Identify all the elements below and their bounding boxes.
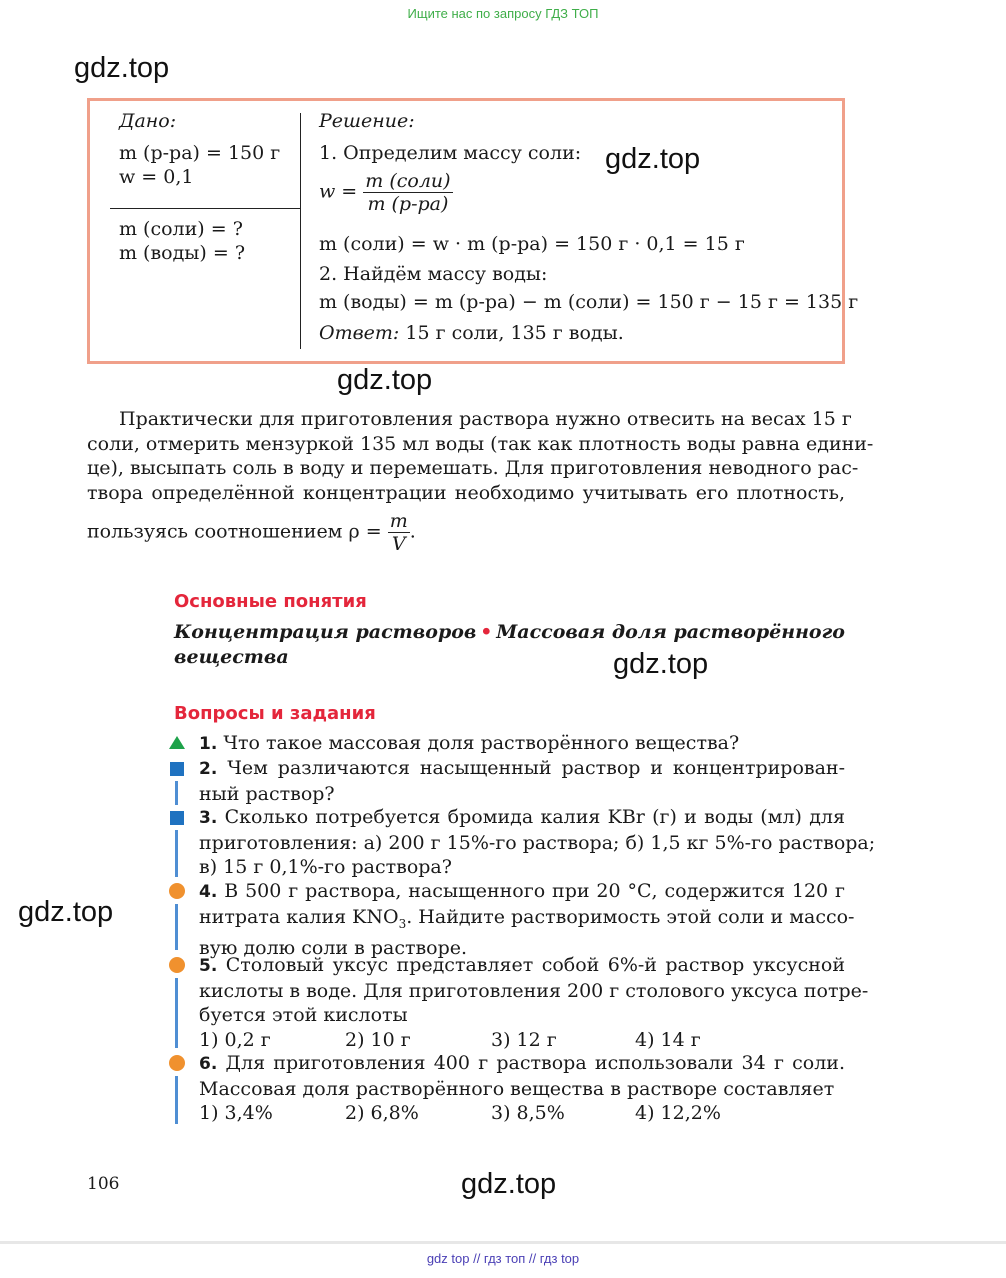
footer-divider <box>0 1241 1006 1244</box>
question-number: 1. <box>199 734 218 754</box>
solution-answer <box>319 321 624 345</box>
question-5 <box>199 953 869 1052</box>
given-divider-vertical <box>300 113 301 349</box>
paragraph-line: це), высыпать соль в воду и перемешать. Для приготовления неводного рас- <box>87 457 859 480</box>
watermark: gdz.top <box>18 896 114 928</box>
concepts-list <box>174 620 845 670</box>
question-text: Столовый уксус представляет собой 6%-й раствор уксусной <box>225 954 846 976</box>
formula-denominator: m (р-ра) <box>367 193 449 215</box>
question-number: 2. <box>199 759 218 779</box>
concept-item-cont: вещества <box>174 646 289 668</box>
answer-option: 1) 0,2 г <box>199 1028 271 1051</box>
answer-option: 1) 3,4% <box>199 1102 273 1124</box>
watermark: gdz.top <box>337 364 433 396</box>
answer-option: 3) 12 г <box>491 1028 557 1051</box>
question-3 <box>199 805 876 880</box>
given-mass-fraction: w = 0,1 <box>119 166 194 188</box>
answer-options <box>199 1028 845 1053</box>
answer-option: 3) 8,5% <box>491 1102 565 1124</box>
watermark: gdz.top <box>605 143 701 175</box>
question-text: Массовая доля растворённого вещества в растворе составляет <box>199 1077 835 1100</box>
question-text: В 500 г раствора, насыщенного при 20 °С, содержится 120 г <box>224 880 845 902</box>
question-text: . Найдите растворимость этой соли и массо- <box>406 905 855 928</box>
question-text: ный раствор? <box>199 782 335 805</box>
question-text: Чем различаются насыщенный раствор и концентрирован- <box>227 757 845 779</box>
subscript: 3 <box>398 916 407 931</box>
question-bar <box>175 830 178 877</box>
paragraph-line: твора определённой концентрации необходимо учитывать его плотность, <box>87 481 845 504</box>
given-title: Дано: <box>119 110 177 132</box>
question-text: в) 15 г 0,1%-го раствора? <box>199 856 452 878</box>
concepts-heading: Основные понятия <box>174 591 367 612</box>
answer-label: Ответ: <box>319 322 400 344</box>
answer-option: 2) 10 г <box>345 1028 411 1051</box>
difficulty-medium-icon <box>170 811 184 825</box>
question-text: вую долю соли в растворе. <box>199 936 468 959</box>
question-2 <box>199 756 845 806</box>
question-number: 6. <box>199 1054 218 1074</box>
solution-calc1: m (соли) = w · m (р-ра) = 150 г · 0,1 = 15 г <box>319 233 745 255</box>
solution-title: Решение: <box>319 110 415 132</box>
question-text: Для приготовления 400 г раствора использовали 34 г соли. <box>225 1052 845 1074</box>
concept-item: Концентрация растворов <box>174 621 477 643</box>
answer-option: 4) 12,2% <box>635 1102 721 1124</box>
question-1 <box>199 731 845 757</box>
concept-item: Массовая доля растворённого <box>496 621 845 643</box>
solution-step1: 1. Определим массу соли: <box>319 142 582 164</box>
solution-calc2: m (воды) = m (р-ра) − m (соли) = 150 г − 15 г = 135 г <box>319 291 859 313</box>
find-mass-water: m (воды) = ? <box>119 242 246 264</box>
question-text: приготовления: а) 200 г 15%-го раствора; б) 1,5 кг 5%-го раствора; <box>199 831 876 854</box>
page-number: 106 <box>87 1174 120 1194</box>
formula-fraction <box>363 170 452 215</box>
mass-fraction-formula <box>319 170 453 215</box>
difficulty-hard-icon <box>169 1055 185 1071</box>
question-bar <box>175 904 178 950</box>
question-text: нитрата калия KNO <box>199 905 399 928</box>
answer-options <box>199 1101 845 1126</box>
given-divider-horizontal <box>110 208 301 209</box>
watermark: gdz.top <box>613 648 709 680</box>
watermark: gdz.top <box>461 1168 557 1200</box>
solution-step2: 2. Найдём массу воды: <box>319 263 548 285</box>
question-text: Сколько потребуется бромида калия KBr (г) и воды (мл) для <box>224 806 845 828</box>
search-banner: Ищите нас по запросу ГДЗ ТОП <box>407 6 599 21</box>
paragraph-line: Практически для приготовления раствора нужно отвесить на весах 15 г <box>119 408 852 430</box>
density-fraction <box>388 510 410 555</box>
paragraph-line: соли, отмерить мензуркой 135 мл воды (так как плотность воды равна едини- <box>87 432 874 455</box>
question-4 <box>199 879 855 960</box>
find-mass-salt: m (соли) = ? <box>119 218 243 240</box>
difficulty-hard-icon <box>169 957 185 973</box>
difficulty-easy-icon <box>169 736 185 749</box>
answer-option: 2) 6,8% <box>345 1102 419 1124</box>
answer-text: 15 г соли, 135 г воды. <box>405 322 624 344</box>
density-prefix: пользуясь соотношением ρ = <box>87 520 382 543</box>
formula-lhs: w = <box>319 180 358 203</box>
difficulty-hard-icon <box>169 883 185 899</box>
question-text: Что такое массовая доля растворённого вещества? <box>223 732 740 754</box>
question-bar <box>175 1076 178 1124</box>
question-bar <box>175 978 178 1048</box>
question-number: 4. <box>199 882 218 902</box>
question-text: буется этой кислоты <box>199 1004 408 1026</box>
question-number: 3. <box>199 808 218 828</box>
given-mass-solution: m (р-ра) = 150 г <box>119 142 281 164</box>
body-paragraph <box>87 407 874 505</box>
question-6 <box>199 1051 845 1126</box>
density-formula-line <box>87 510 416 555</box>
density-denominator: V <box>391 533 406 555</box>
concept-bullet: • <box>480 621 493 643</box>
question-text: кислоты в воде. Для приготовления 200 г столового уксуса потре- <box>199 979 869 1002</box>
question-bar <box>175 781 178 805</box>
footer-links: gdz top // гдз топ // гдз top <box>426 1251 580 1266</box>
watermark: gdz.top <box>74 52 170 84</box>
formula-numerator: m (соли) <box>365 170 451 192</box>
questions-heading: Вопросы и задания <box>174 703 376 724</box>
answer-option: 4) 14 г <box>635 1028 701 1051</box>
difficulty-medium-icon <box>170 762 184 776</box>
density-suffix: . <box>409 520 416 543</box>
density-numerator: m <box>389 510 408 532</box>
question-number: 5. <box>199 956 218 976</box>
